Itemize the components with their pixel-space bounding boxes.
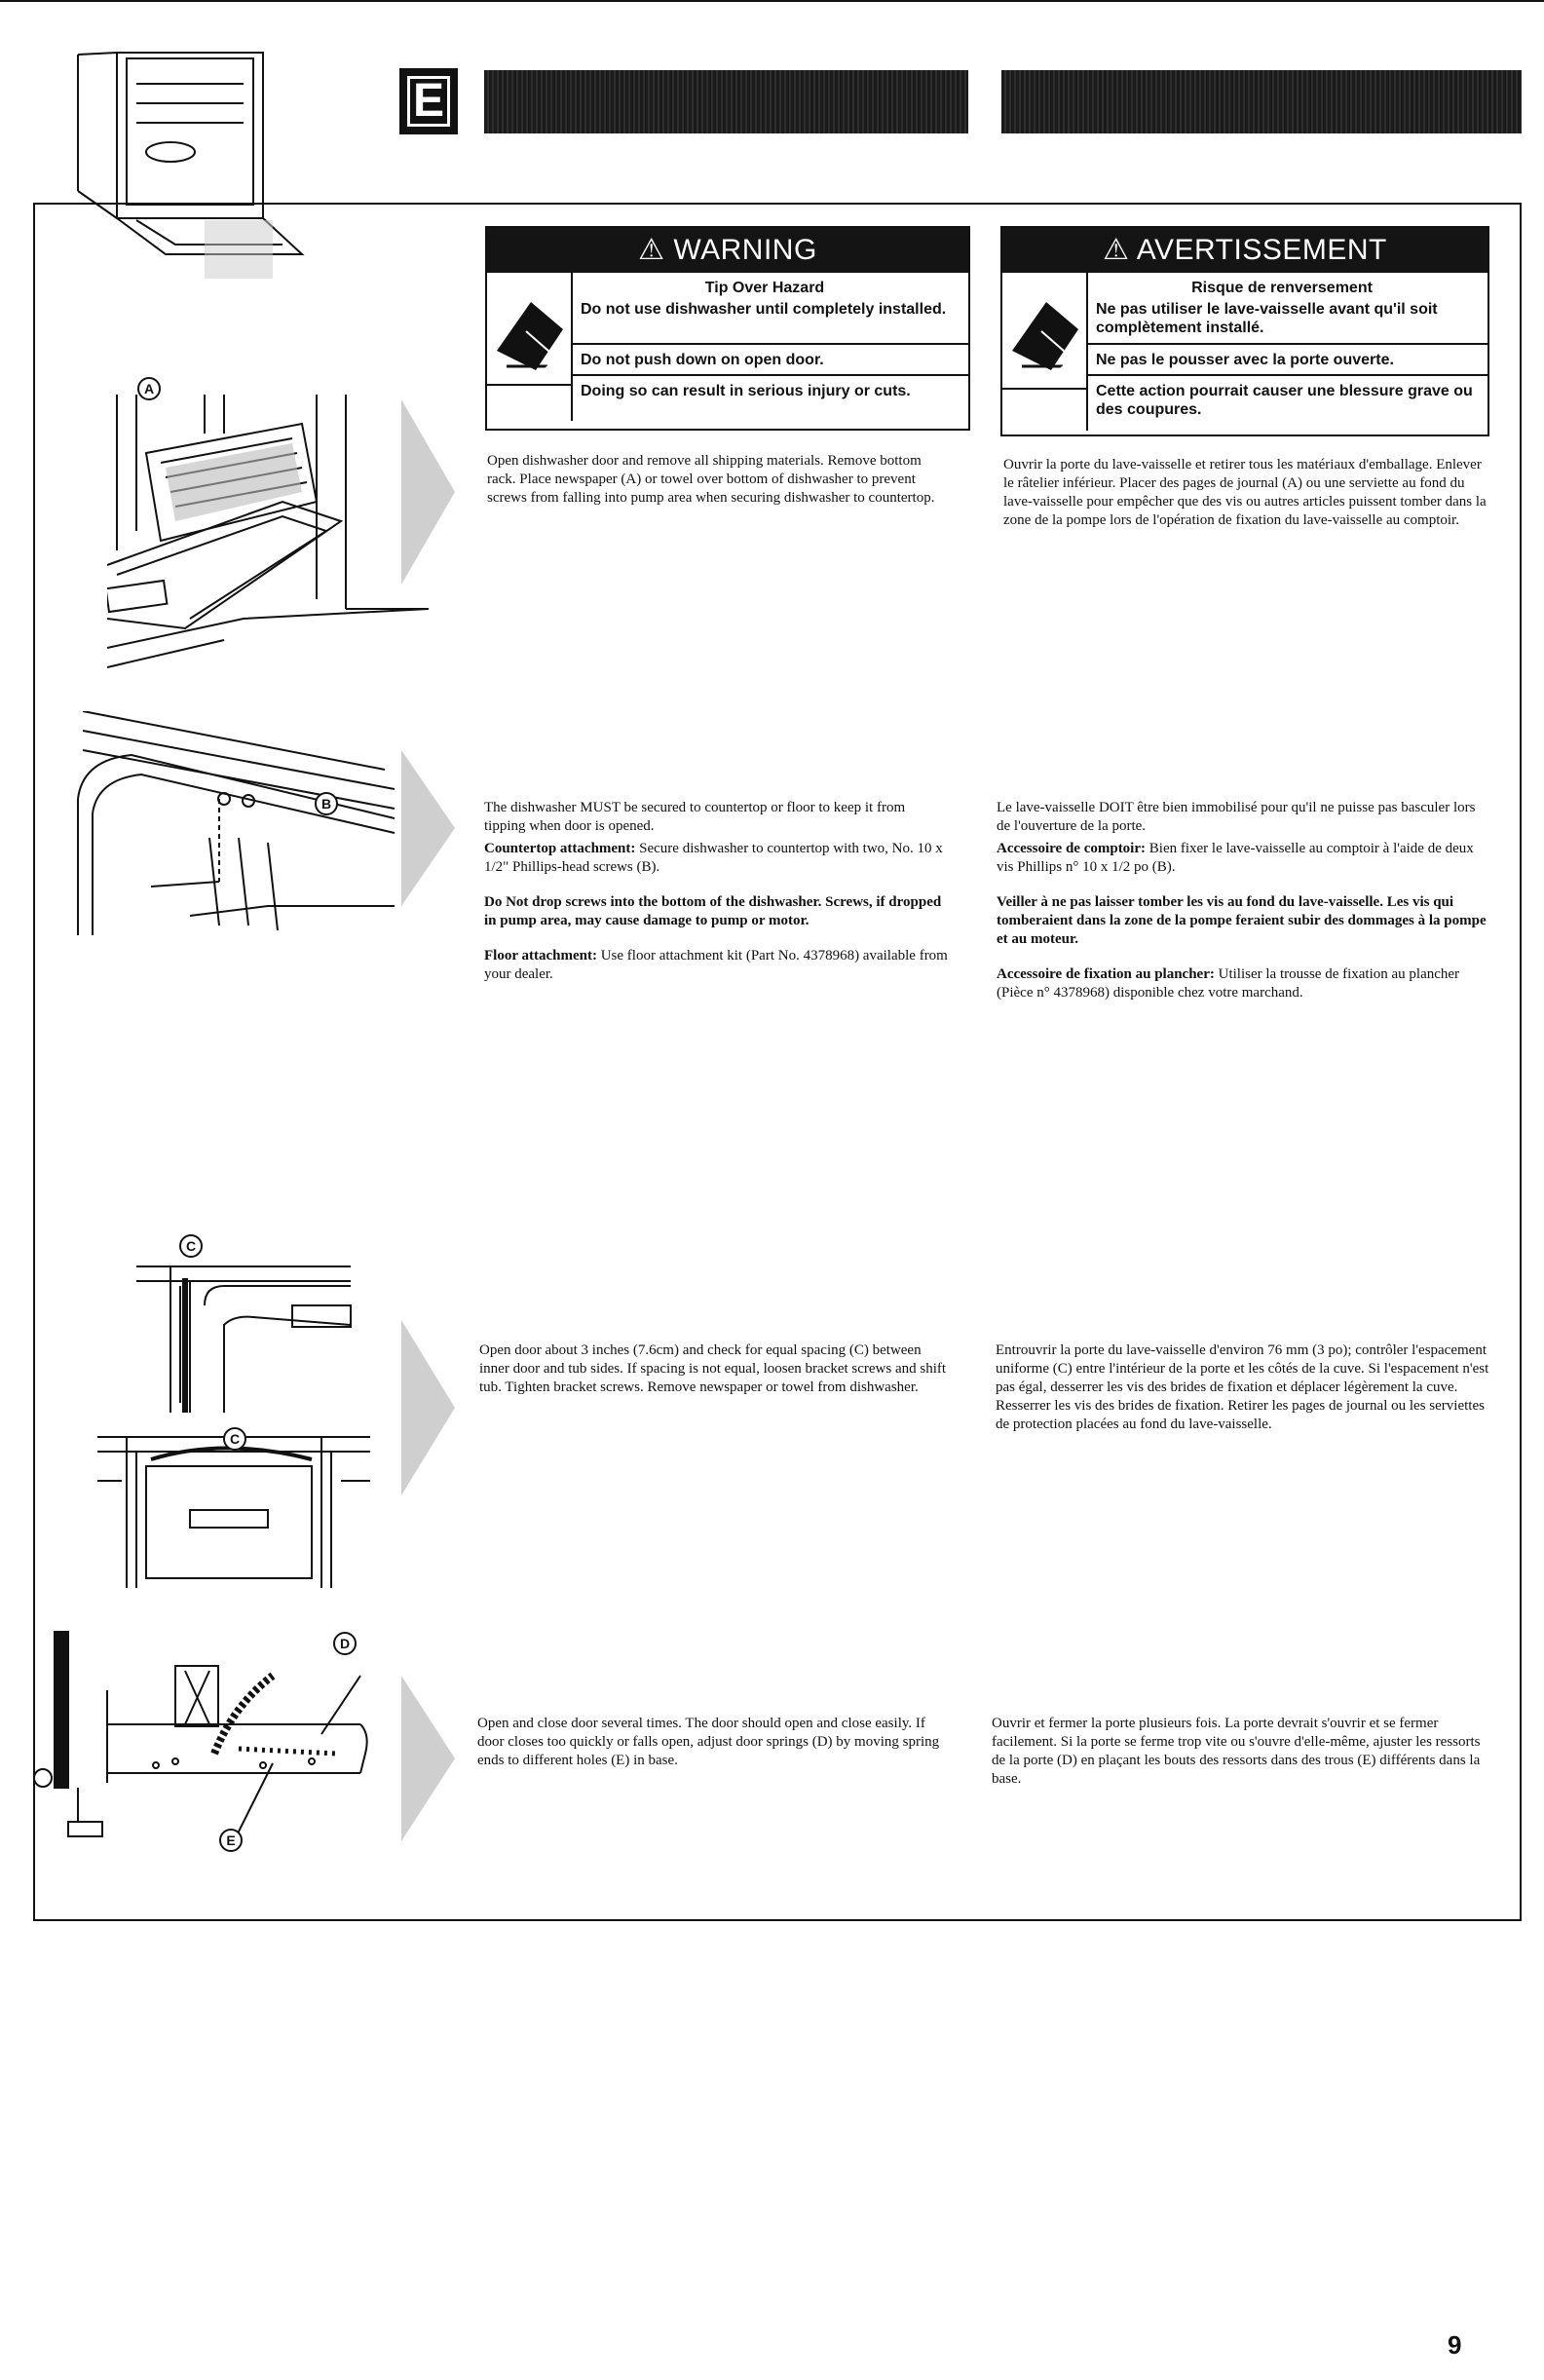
warning-banner-en: ⚠ WARNING bbox=[487, 228, 968, 273]
step2-en-p2-text: Secure dishwasher to countertop with two, No. 10 x 1/2" Phillips-head screws (B). bbox=[484, 841, 943, 875]
callout-c-bottom-label: C bbox=[229, 1431, 241, 1447]
step4-text-fr: Ouvrir et fermer la porte plusieurs fois. La porte devrait s'ouvrir et se fermer facilement. Si la porte se ferme trop vite ou s'ouvre d'elle-même, ajuster les ressorts de la porte (D) en plaçant les bouts des ressorts dans des trous (E) différents dans la base. bbox=[992, 1716, 1481, 1787]
step2-fr-p4 bbox=[997, 965, 1488, 1002]
header-english-title: Attachment bbox=[623, 142, 829, 183]
step1-text-fr: Ouvrir la porte du lave-vaisselle et retirer tous les matériaux d'emballage. Enlever le râtelier inférieur. Placer des pages de journal (A) ou une serviette au fond du lave-vaisselle pour empêcher que des vis ou autres articles puissent tomber dans la zone de la pompe lors de l'opération de fixation du lave-vaisselle au comptoir. bbox=[1003, 457, 1487, 528]
warning-icon-divider-fr bbox=[1002, 388, 1086, 390]
warning-title-fr: Risque de renversement bbox=[1191, 280, 1373, 296]
callout-b-label: B bbox=[320, 796, 332, 812]
section-letter-badge: E bbox=[399, 68, 458, 134]
warning-line2-fr: Ne pas le pousser avec la porte ouverte. bbox=[1096, 352, 1394, 368]
callout-a bbox=[136, 376, 162, 401]
step2-fr-p3: Veiller à ne pas laisser tomber les vis au fond du lave-vaisselle. Les vis qui tomberaient dans la zone de la pompe feraient subir des dommages à la pompe et au moteur. bbox=[997, 894, 1487, 947]
step2-en-p2 bbox=[484, 840, 950, 877]
step2-en-p4-label: Floor attachment: bbox=[484, 948, 597, 963]
step2-arrow bbox=[401, 750, 455, 906]
step2-fr-p4-label: Accessoire de fixation au plancher: bbox=[997, 966, 1215, 982]
step1-text-en: Open dishwasher door and remove all shipping materials. Remove bottom rack. Place newspaper (A) or towel over bottom of dishwasher to prevent screws from falling into pump area when securing dishwasher to countertop. bbox=[487, 453, 935, 506]
callout-e bbox=[218, 1828, 244, 1853]
warning-divider1-en bbox=[571, 343, 968, 345]
step4-text-en: Open and close door several times. The door should open and close easily. If door closes too quickly or falls open, adjust door springs (D) by moving spring ends to different holes (E) in base. bbox=[477, 1716, 940, 1768]
frame-top-line bbox=[33, 203, 1522, 205]
dishwasher-overview-illustration bbox=[58, 45, 351, 279]
warning-title-en: Tip Over Hazard bbox=[704, 280, 825, 296]
warning-divider1-fr bbox=[1086, 343, 1488, 345]
step4-arrow bbox=[401, 1676, 455, 1841]
step3-text-fr: Entrouvrir la porte du lave-vaisselle d'environ 76 mm (3 po); contrôler l'espacement uniforme (C) entre l'intérieur de la porte et les côtés de la cuve. Si l'espacement n'est pas égal, desserrer les vis des brides de fixation et déplacer légèrement la cuve. Resserrer les vis des brides de fixation. Retirer les pages de journal ou les serviettes de protection placées au fond du lave-vaisselle. bbox=[996, 1342, 1489, 1432]
step2-en-p3: Do Not drop screws into the bottom of the dishwasher. Screws, if dropped in pump area, may cause damage to pump or motor. bbox=[484, 894, 942, 928]
callout-d-label: D bbox=[339, 1636, 351, 1651]
warning-line3-en: Doing so can result in serious injury or cuts. bbox=[581, 383, 911, 399]
header-french-title: Accessoires bbox=[1152, 142, 1371, 183]
warning-icon-cell-en bbox=[487, 273, 573, 421]
step3-text-en: Open door about 3 inches (7.6cm) and check for equal spacing (C) between inner door and tub sides. If spacing is not equal, loosen bracket screws and shift tub. Tighten bracket screws. Remove newspaper or towel from dishwasher. bbox=[479, 1342, 947, 1395]
header-english bbox=[484, 70, 968, 185]
callout-c-top-label: C bbox=[185, 1238, 197, 1254]
warning-line1-en: Do not use dishwasher until completely installed. bbox=[581, 301, 947, 318]
step2-en-p2-label: Countertop attachment: bbox=[484, 841, 636, 856]
callout-d bbox=[332, 1631, 358, 1656]
header-french bbox=[1001, 70, 1522, 185]
tip-over-hazard-icon bbox=[487, 273, 569, 382]
warning-triangle-icon: ⚠ bbox=[638, 234, 665, 266]
step3-arrow bbox=[401, 1320, 455, 1495]
callout-b bbox=[314, 791, 339, 816]
step1-rack-illustration bbox=[107, 375, 429, 687]
warning-body-en bbox=[487, 273, 968, 425]
warning-triangle-icon: ⚠ bbox=[1103, 234, 1130, 266]
warning-line2-en: Do not push down on open door. bbox=[581, 352, 824, 368]
step2-fr-p4-text: Utiliser la trousse de fixation au plancher (Pièce n° 4378968) disponible chez votre marchand. bbox=[997, 966, 1460, 1001]
callout-a-label: A bbox=[143, 381, 155, 397]
top-rule bbox=[0, 0, 1544, 2]
warning-line3-fr: Cette action pourrait causer une blessure grave ou des coupures. bbox=[1096, 383, 1473, 418]
step2-countertop-illustration bbox=[73, 711, 404, 945]
warning-divider2-fr bbox=[1086, 374, 1488, 376]
warning-icon-divider-en bbox=[487, 384, 571, 386]
warning-line1-fr: Ne pas utiliser le lave-vaisselle avant qu'il soit complètement installé. bbox=[1096, 301, 1438, 336]
warning-box-en bbox=[485, 226, 970, 431]
step2-fr-p2 bbox=[997, 840, 1488, 877]
step2-en-p1: The dishwasher MUST be secured to countertop or floor to keep it from tipping when door is opened. bbox=[484, 800, 906, 834]
warning-box-fr bbox=[1000, 226, 1489, 436]
warning-body-fr bbox=[1002, 273, 1488, 431]
frame-right-line bbox=[1520, 203, 1522, 1919]
callout-e-label: E bbox=[226, 1832, 236, 1848]
step2-en-p4-text: Use floor attachment kit (Part No. 4378968) available from your dealer. bbox=[484, 948, 948, 982]
step2-text-fr bbox=[997, 799, 1488, 1002]
warning-icon-cell-fr bbox=[1002, 273, 1088, 431]
frame-bottom-line bbox=[33, 1919, 1522, 1921]
step2-fr-p2-text: Bien fixer le lave-vaisselle au comptoir à l'aide de deux vis Phillips n° 10 x 1/2 po (B). bbox=[997, 841, 1474, 875]
step2-fr-p2-label: Accessoire de comptoir: bbox=[997, 841, 1147, 856]
page-number: 9 bbox=[1448, 2330, 1462, 2360]
warning-banner-fr: ⚠ AVERTISSEMENT bbox=[1002, 228, 1488, 273]
tip-over-hazard-icon bbox=[1002, 273, 1084, 382]
step2-en-p4 bbox=[484, 947, 950, 984]
step3-door-spacing-illustration bbox=[97, 1228, 390, 1598]
warning-divider2-en bbox=[571, 374, 968, 376]
step2-fr-p1: Le lave-vaisselle DOIT être bien immobilisé pour qu'il ne puisse pas basculer lors de l'ouverture de la porte. bbox=[997, 800, 1476, 834]
step2-text-en bbox=[484, 799, 950, 984]
callout-c-bottom bbox=[222, 1426, 247, 1452]
callout-c-top bbox=[178, 1233, 204, 1259]
step1-arrow bbox=[401, 399, 455, 585]
